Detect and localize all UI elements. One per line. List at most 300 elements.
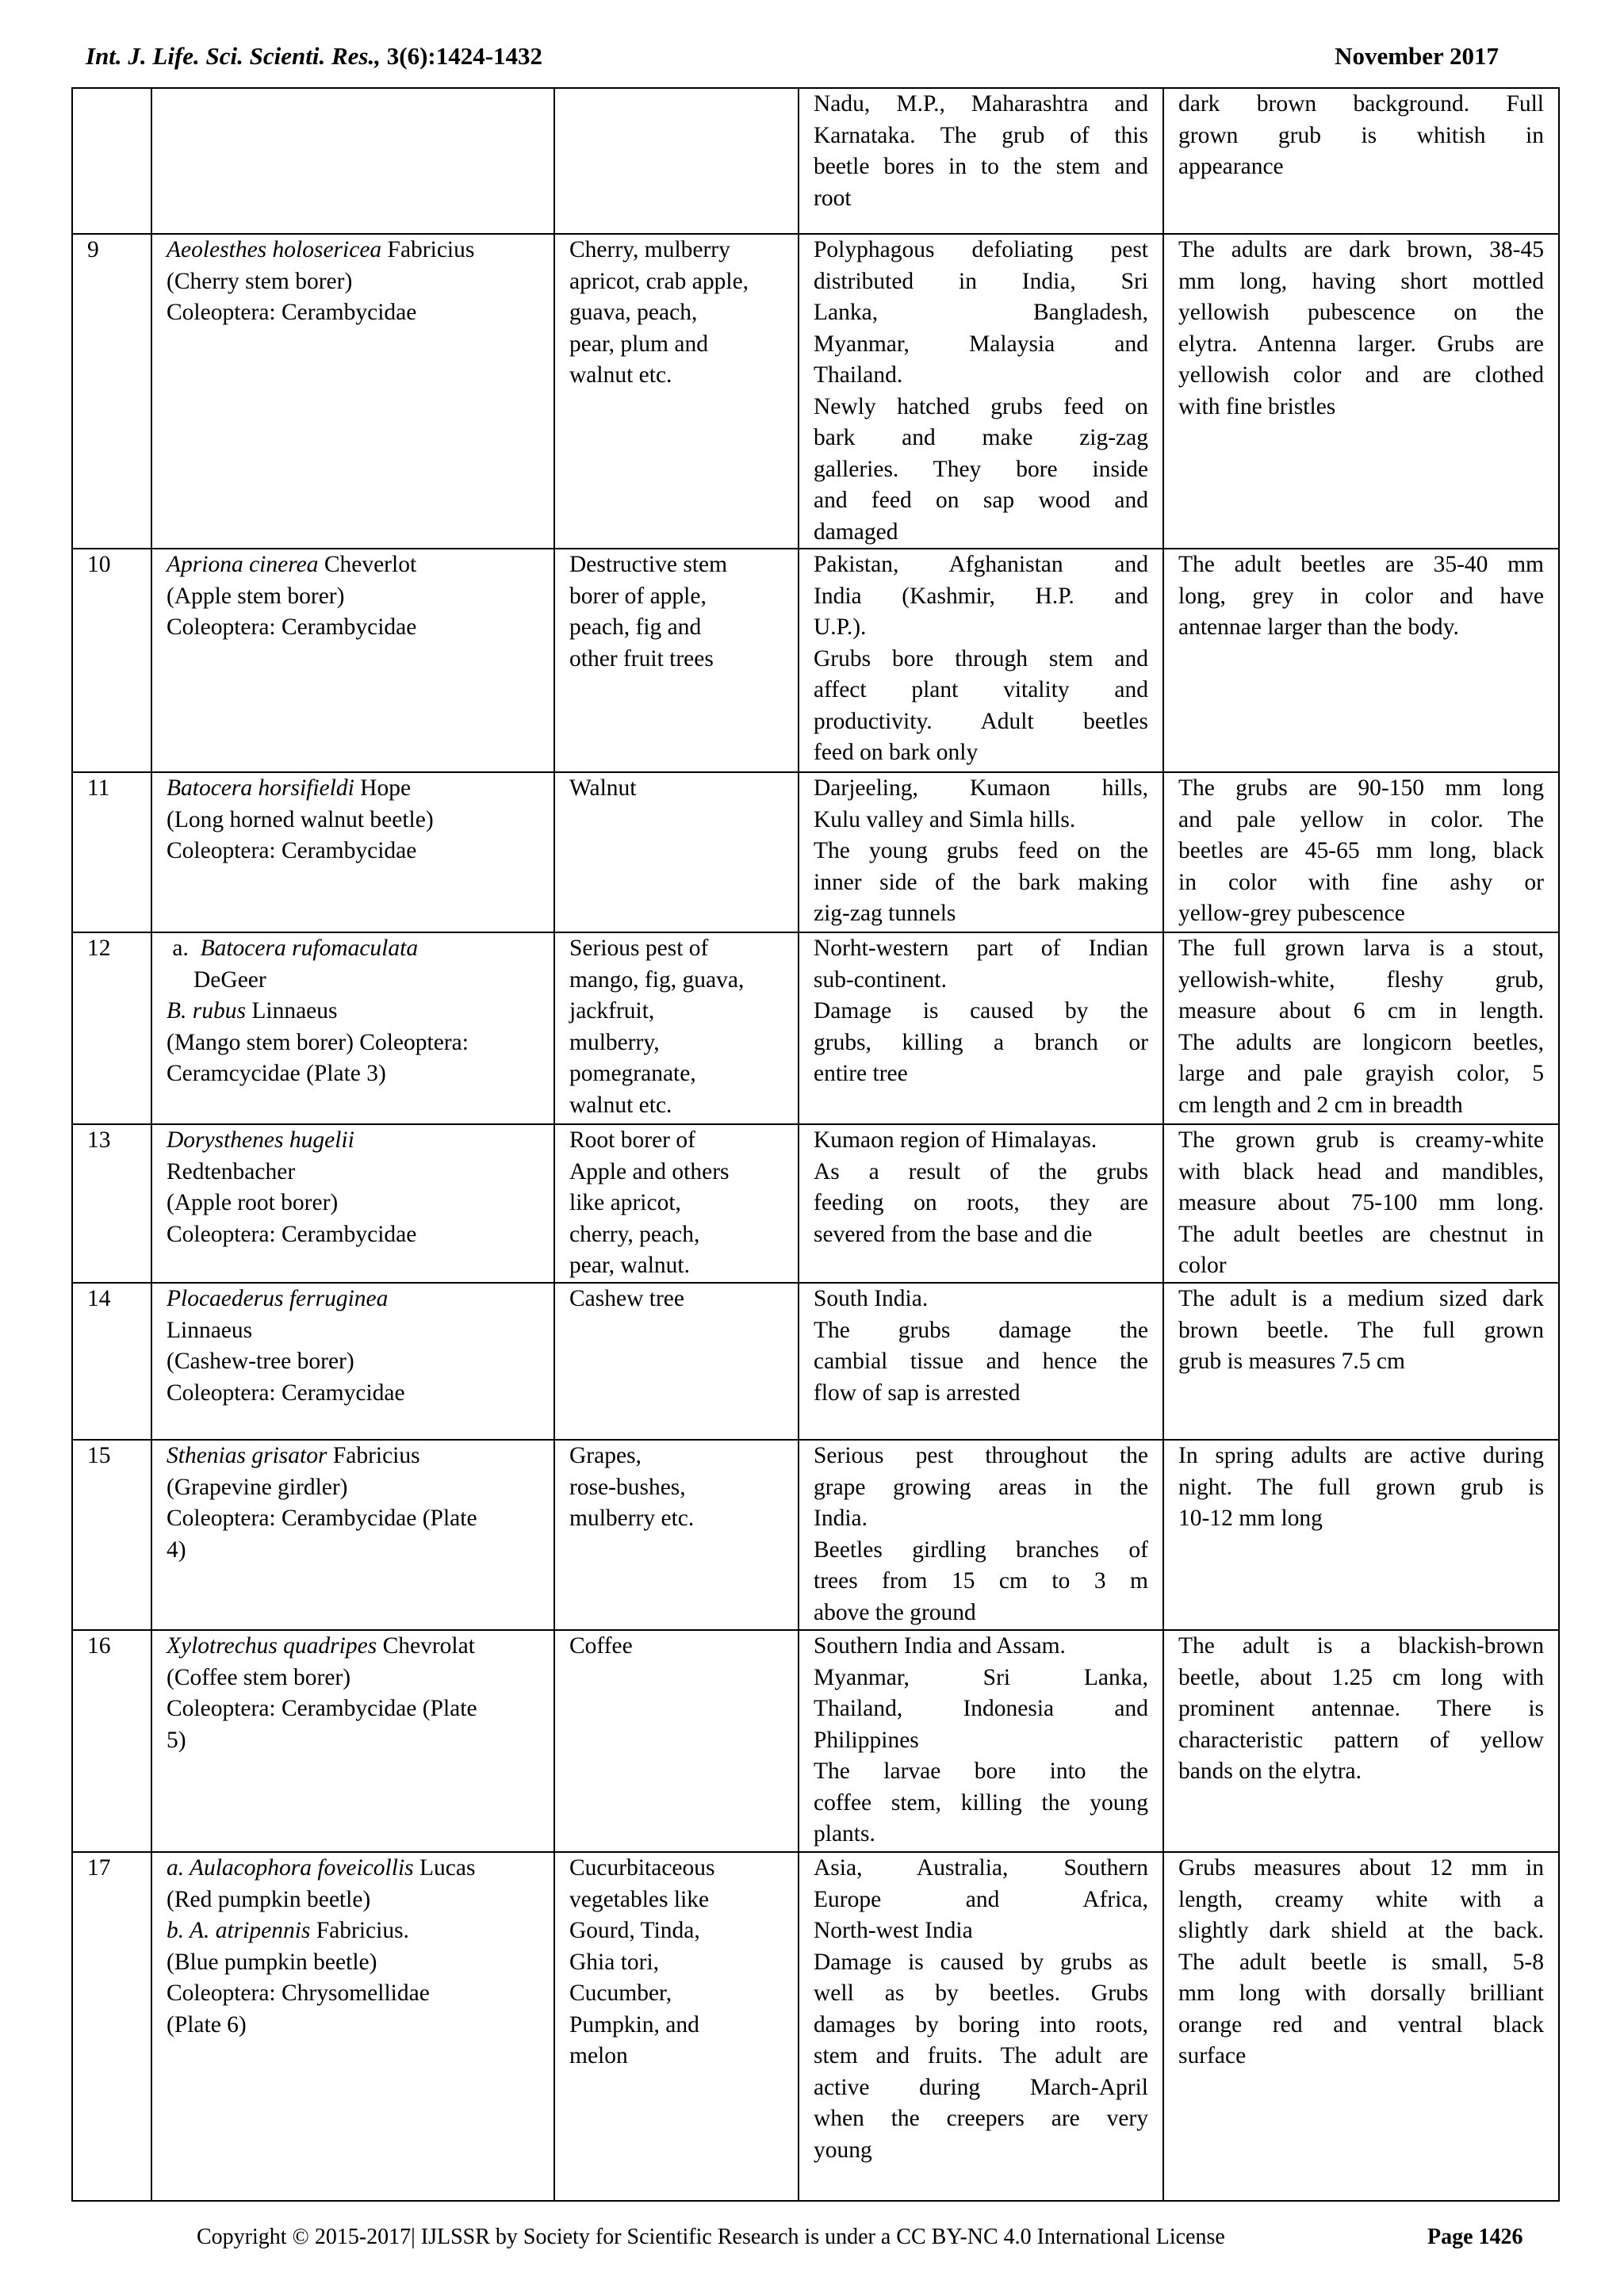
table-row [72, 549, 1559, 772]
distribution-line: zig-zag tunnels [814, 901, 956, 926]
pest-name-text: (Plate 6) [167, 2011, 247, 2038]
pest-name-line [167, 1915, 539, 1947]
description-cell [1163, 1630, 1559, 1852]
distribution-line: entire tree [814, 1061, 908, 1086]
description-cell [1163, 1283, 1559, 1440]
distribution-line: Thailand, Indonesia and [814, 1696, 1148, 1721]
description-line: The grown grub is creamy-white [1178, 1127, 1544, 1153]
pest-name-line [167, 965, 539, 997]
description-line: yellowish-white, fleshy grub, [1178, 966, 1544, 993]
host-line: Cucurbitaceous [569, 1855, 715, 1881]
host-line: Coffee [569, 1633, 633, 1659]
pest-name-text: (Blue pumpkin beetle) [167, 1949, 377, 1975]
distribution-line: coffee stem, killing the young [814, 1789, 1148, 1816]
host-line: Destructive stem [569, 552, 728, 577]
description-line: brown beetle. The full grown [1178, 1317, 1544, 1343]
distribution-line: Serious pest throughout the [814, 1443, 1148, 1468]
distribution-line: active during March-April [814, 2074, 1148, 2100]
pest-name-line [167, 1378, 539, 1410]
description-line: yellow-grey pubescence [1178, 901, 1405, 926]
description-line: beetle, about 1.25 cm long with [1178, 1664, 1544, 1690]
pest-name-text: Hope [354, 775, 412, 801]
description-line: large and pale grayish color, 5 [1178, 1061, 1544, 1086]
pest-name-line [167, 1346, 539, 1378]
running-header-date: November 2017 [1335, 42, 1499, 70]
description-line: The full grown larva is a stout, [1178, 936, 1544, 961]
distribution-line: Myanmar, Sri Lanka, [814, 1664, 1148, 1690]
serial-number-cell [72, 1283, 151, 1440]
pest-name-text: Coleoptera: Cerambycidae (Plate [167, 1696, 477, 1721]
distribution-damage-cell [799, 1283, 1163, 1440]
distribution-line: U.P.). [814, 614, 867, 640]
host-line: Pumpkin, and [569, 2011, 699, 2038]
distribution-line: Damage is caused by grubs as [814, 1949, 1148, 1975]
distribution-line: Philippines [814, 1727, 919, 1753]
pest-name-text: (Cashew-tree borer) [167, 1349, 354, 1374]
page-footer [0, 2220, 1624, 2255]
description-line: 10-12 mm long [1178, 1506, 1323, 1531]
serial-number: 14 [87, 1286, 111, 1311]
host-line: Cucumber, [569, 1980, 672, 2006]
pest-name-text: Coleoptera: Cerambycidae [167, 1221, 417, 1247]
serial-number: 12 [87, 936, 111, 961]
description-line: grub is measures 7.5 cm [1178, 1349, 1405, 1374]
host-plants-cell [554, 772, 799, 932]
distribution-line: Pakistan, Afghanistan and [814, 552, 1148, 577]
host-line: jackfruit, [569, 998, 655, 1024]
host-plants-cell [554, 549, 799, 772]
pest-name-cell [151, 549, 554, 772]
scientific-name: Batocera horsifieldi [167, 775, 354, 801]
host-plants-cell [554, 1852, 799, 2201]
distribution-line: Asia, Australia, Southern [814, 1855, 1148, 1881]
pest-name-line [167, 2010, 539, 2042]
description-line: elytra. Antenna larger. Grubs are [1178, 331, 1544, 357]
distribution-line: stem and fruits. The adult are [814, 2043, 1148, 2068]
description-line: beetles are 45-65 mm long, black [1178, 838, 1544, 863]
distribution-line: The grubs damage the [814, 1317, 1148, 1343]
pest-name-text: Fabricius. [310, 1918, 409, 1943]
description-line: The adult beetle is small, 5-8 [1178, 1949, 1544, 1975]
serial-number: 13 [87, 1127, 111, 1153]
description-line: Grubs measures about 12 mm in [1178, 1855, 1544, 1881]
description-line: cm length and 2 cm in breadth [1178, 1092, 1463, 1118]
distribution-damage-cell [799, 234, 1163, 549]
distribution-line: bark and make zig-zag [814, 425, 1148, 450]
pest-name-line [167, 1441, 539, 1472]
pest-name-line [167, 773, 539, 805]
host-line: peach, fig and [569, 614, 702, 640]
table-row [72, 1630, 1559, 1852]
host-line: mango, fig, guava, [569, 966, 745, 993]
distribution-line: root [814, 185, 852, 211]
serial-number-cell [72, 1440, 151, 1630]
pest-name-text: (Coffee stem borer) [167, 1664, 351, 1690]
host-line: Serious pest of [569, 936, 709, 961]
serial-number: 11 [87, 775, 110, 801]
pest-name-cell [151, 1852, 554, 2201]
pest-name-line [167, 996, 539, 1027]
pest-name-line [167, 1027, 539, 1059]
description-line: long, grey in color and have [1178, 583, 1544, 609]
pest-name-line [167, 1284, 539, 1315]
pest-name-cell [151, 1124, 554, 1283]
pest-name-text: (Cherry stem borer) [167, 268, 353, 294]
scientific-name: Dorysthenes hugelii [167, 1127, 354, 1153]
description-cell [1163, 1852, 1559, 2201]
host-line: borer of apple, [569, 583, 707, 609]
table-row [72, 1124, 1559, 1283]
distribution-line: damaged [814, 519, 898, 545]
serial-number: 15 [87, 1443, 111, 1468]
pest-name-cell [151, 772, 554, 932]
distribution-line: Grubs bore through stem and [814, 645, 1148, 672]
distribution-line: Thailand. [814, 362, 903, 388]
scientific-name: Sthenias grisator [167, 1443, 327, 1468]
distribution-damage-cell [799, 549, 1163, 772]
pest-name-text: 4) [167, 1536, 186, 1563]
host-plants-cell [554, 1283, 799, 1440]
host-line: guava, peach, [569, 300, 698, 325]
description-cell [1163, 1440, 1559, 1630]
description-cell [1163, 772, 1559, 932]
description-line: slightly dark shield at the back. [1178, 1918, 1544, 1943]
distribution-line: Newly hatched grubs feed on [814, 393, 1148, 419]
pest-name-text: Linnaeus [167, 1317, 253, 1343]
distribution-damage-cell [799, 1440, 1163, 1630]
pest-name-line [167, 297, 539, 329]
pest-name-line [167, 581, 539, 613]
distribution-line: Europe and Africa, [814, 1886, 1148, 1912]
pest-name-line [167, 1725, 539, 1757]
description-line: The adult beetles are 35-40 mm [1178, 552, 1544, 577]
host-plants-cell [554, 1440, 799, 1630]
description-line: The adult beetles are chestnut in [1178, 1221, 1544, 1247]
distribution-damage-cell [799, 932, 1163, 1124]
pest-name-line [167, 1472, 539, 1504]
serial-number: 17 [87, 1855, 111, 1881]
host-line: melon [569, 2043, 628, 2068]
distribution-line: Karnataka. The grub of this [814, 122, 1148, 148]
pest-name-line [167, 1188, 539, 1219]
distribution-line: Kulu valley and Simla hills. [814, 806, 1076, 832]
serial-number: 16 [87, 1633, 111, 1659]
pest-name-text: Fabricius [327, 1443, 420, 1468]
description-line: color [1178, 1253, 1227, 1278]
host-line: pear, plum and [569, 331, 708, 357]
distribution-line: Lanka, Bangladesh, [814, 300, 1148, 325]
distribution-line: productivity. Adult beetles [814, 708, 1148, 734]
pest-name-cell [151, 1440, 554, 1630]
description-line: mm long with dorsally brilliant [1178, 1980, 1544, 2006]
host-plants-cell [554, 1630, 799, 1852]
description-line: antennae larger than the body. [1178, 614, 1459, 640]
distribution-line: galleries. They bore inside [814, 456, 1148, 482]
table-row [72, 932, 1559, 1124]
pest-name-line [167, 1853, 539, 1885]
description-cell [1163, 234, 1559, 549]
pest-name-line [167, 549, 539, 581]
pest-name-cell [151, 1283, 554, 1440]
serial-number: 10 [87, 552, 111, 577]
scientific-name: Apriona cinerea [167, 552, 319, 577]
description-line: with fine bristles [1178, 393, 1336, 419]
distribution-damage-cell [799, 772, 1163, 932]
description-line: with black head and mandibles, [1178, 1158, 1544, 1184]
distribution-line: sub-continent. [814, 966, 947, 993]
pest-name-text: (Apple stem borer) [167, 583, 345, 609]
description-line: yellowish color and are clothed [1178, 362, 1544, 388]
host-line: apricot, crab apple, [569, 268, 749, 294]
pest-name-text: Coleoptera: Cerambycidae [167, 614, 417, 640]
description-line: The adult is a medium sized dark [1178, 1286, 1544, 1311]
host-line: vegetables like [569, 1886, 710, 1912]
distribution-line: The larvae bore into the [814, 1758, 1148, 1784]
description-line: length, creamy white with a [1178, 1886, 1544, 1912]
scientific-name: Xylotrechus quadripes [167, 1633, 377, 1659]
serial-number: 9 [87, 237, 99, 262]
pest-name-cell [151, 1630, 554, 1852]
host-line: like apricot, [569, 1190, 681, 1215]
page-number: Page 1426 [1427, 2225, 1523, 2249]
distribution-line: damages by boring into roots, [814, 2011, 1148, 2038]
running-header-citation [86, 36, 542, 76]
list-marker: a. [167, 936, 201, 961]
description-cell [1163, 1124, 1559, 1283]
host-line: Cashew tree [569, 1286, 684, 1311]
host-line: walnut etc. [569, 1092, 672, 1118]
host-plants-cell [554, 234, 799, 549]
description-line: prominent antennae. There is [1178, 1696, 1544, 1721]
distribution-line: Southern India and Assam. [814, 1633, 1066, 1659]
description-line: The grubs are 90-150 mm long [1178, 775, 1544, 801]
description-line: in color with fine ashy or [1178, 869, 1544, 895]
distribution-line: flow of sap is arrested [814, 1380, 1021, 1406]
description-line: The adults are longicorn beetles, [1178, 1029, 1544, 1055]
description-line: measure about 75-100 mm long. [1178, 1190, 1544, 1215]
serial-number-cell [72, 932, 151, 1124]
pest-name-cell [151, 88, 554, 234]
distribution-line: affect plant vitality and [814, 677, 1148, 702]
description-cell [1163, 549, 1559, 772]
pest-name-text: 5) [167, 1727, 186, 1753]
distribution-line: Beetles girdling branches of [814, 1536, 1148, 1563]
distribution-line: Polyphagous defoliating pest [814, 237, 1148, 262]
pest-name-text: DeGeer [193, 966, 266, 993]
pest-name-text: Linnaeus [245, 998, 338, 1024]
description-line: yellowish pubescence on the [1178, 300, 1544, 325]
pest-name-text: (Apple root borer) [167, 1190, 339, 1215]
distribution-line: distributed in India, Sri [814, 268, 1148, 294]
serial-number-cell [72, 234, 151, 549]
distribution-damage-cell [799, 88, 1163, 234]
distribution-line: above the ground [814, 1599, 976, 1625]
scientific-name: Plocaederus ferruginea [167, 1286, 389, 1311]
serial-number-cell [72, 772, 151, 932]
description-line: The adult is a blackish-brown [1178, 1633, 1544, 1659]
pest-name-line [167, 805, 539, 836]
pest-name-text: Coleoptera: Cerambycidae (Plate [167, 1506, 477, 1531]
description-line: dark brown background. Full [1178, 91, 1544, 117]
distribution-damage-cell [799, 1630, 1163, 1852]
host-plants-cell [554, 1124, 799, 1283]
distribution-damage-cell [799, 1852, 1163, 2201]
distribution-line: Norht-western part of Indian [814, 936, 1148, 961]
scientific-name: B. rubus [167, 998, 246, 1024]
pest-name-text: Lucas [413, 1855, 476, 1881]
host-line: Walnut [569, 775, 637, 801]
host-plants-cell [554, 88, 799, 234]
host-line: Cherry, mulberry [569, 237, 730, 262]
description-line: The adults are dark brown, 38-45 [1178, 237, 1544, 262]
distribution-line: Darjeeling, Kumaon hills, [814, 775, 1148, 801]
pest-name-line [167, 1157, 539, 1188]
table-row [72, 234, 1559, 549]
description-cell [1163, 932, 1559, 1124]
distribution-line: feeding on roots, they are [814, 1190, 1148, 1215]
host-line: Root borer of [569, 1127, 695, 1153]
distribution-line: The young grubs feed on the [814, 838, 1148, 863]
scientific-name: b. A. atripennis [167, 1918, 311, 1943]
pest-name-text: Redtenbacher [167, 1158, 296, 1184]
pest-name-text: Cheverlot [318, 552, 417, 577]
description-line: characteristic pattern of yellow [1178, 1727, 1544, 1753]
description-line: measure about 6 cm in length. [1178, 998, 1544, 1024]
description-line: appearance [1178, 154, 1284, 179]
pest-name-text: Chevrolat [377, 1633, 475, 1659]
distribution-line: severed from the base and die [814, 1221, 1093, 1247]
scientific-name: Batocera rufomaculata [200, 936, 419, 961]
distribution-line: trees from 15 cm to 3 m [814, 1568, 1148, 1594]
distribution-line: Nadu, M.P., Maharashtra and [814, 91, 1148, 117]
host-line: pomegranate, [569, 1061, 696, 1086]
pest-name-line [167, 235, 539, 266]
table-row [72, 88, 1559, 234]
pest-name-line [167, 1315, 539, 1347]
description-line: bands on the elytra. [1178, 1758, 1362, 1784]
host-line: mulberry etc. [569, 1506, 695, 1531]
distribution-line: Kumaon region of Himalayas. [814, 1127, 1097, 1153]
distribution-line: Damage is caused by the [814, 998, 1148, 1024]
distribution-line: plants. [814, 1821, 875, 1846]
description-line: orange red and ventral black [1178, 2011, 1544, 2038]
distribution-line: feed on bark only [814, 740, 979, 765]
description-line: mm long, having short mottled [1178, 268, 1544, 294]
host-line: Ghia tori, [569, 1949, 660, 1975]
pest-table [71, 87, 1560, 2202]
description-line: night. The full grown grub is [1178, 1474, 1544, 1500]
scientific-name: Aeolesthes holosericea [167, 237, 382, 262]
distribution-damage-cell [799, 1124, 1163, 1283]
distribution-line: India (Kashmir, H.P. and [814, 583, 1148, 609]
distribution-line: young [814, 2137, 872, 2163]
pest-name-line [167, 933, 539, 965]
distribution-line: grubs, killing a branch or [814, 1029, 1148, 1055]
host-line: other fruit trees [569, 645, 714, 672]
pest-name-line [167, 1693, 539, 1725]
table-row [72, 1283, 1559, 1440]
pest-table-body [72, 88, 1559, 2201]
pest-name-text: (Grapevine girdler) [167, 1474, 348, 1500]
pest-name-line [167, 1947, 539, 1979]
table-row [72, 1852, 1559, 2201]
host-line: Gourd, Tinda, [569, 1918, 700, 1943]
pest-name-line [167, 1535, 539, 1567]
pest-name-text: (Mango stem borer) Coleoptera: [167, 1029, 469, 1055]
pest-name-text: (Red pumpkin beetle) [167, 1886, 371, 1912]
description-line: In spring adults are active during [1178, 1443, 1544, 1468]
host-line: Apple and others [569, 1158, 730, 1184]
host-line: mulberry, [569, 1029, 660, 1055]
distribution-line: well as by beetles. Grubs [814, 1980, 1148, 2006]
journal-volume: 3(6):1424-1432 [381, 42, 543, 70]
host-line: Grapes, [569, 1443, 642, 1468]
journal-name: Int. J. Life. Sci. Scienti. Res., [86, 42, 381, 70]
pest-name-line [167, 1503, 539, 1535]
pest-name-text: Coleoptera: Chrysomellidae [167, 1980, 430, 2006]
pest-name-text: Coleoptera: Cerambycidae [167, 838, 417, 863]
pest-name-line [167, 1885, 539, 1916]
pest-name-line [167, 1631, 539, 1663]
pest-name-cell [151, 932, 554, 1124]
serial-number-cell [72, 549, 151, 772]
description-line: surface [1178, 2043, 1247, 2068]
distribution-line: grape growing areas in the [814, 1474, 1148, 1500]
pest-name-text: Ceramcycidae (Plate 3) [167, 1061, 386, 1086]
copyright-notice: Copyright © 2015-2017| IJLSSR by Society for Scientific Research is under a CC BY-NC 4.0 International License [197, 2225, 1225, 2249]
description-line: grown grub is whitish in [1178, 122, 1544, 148]
distribution-line: North-west India [814, 1918, 973, 1943]
distribution-line: Myanmar, Malaysia and [814, 331, 1148, 357]
distribution-line: As a result of the grubs [814, 1158, 1148, 1184]
pest-name-line [167, 1125, 539, 1157]
pest-name-text: Coleoptera: Cerambycidae [167, 300, 417, 325]
pest-name-text: (Long horned walnut beetle) [167, 806, 434, 832]
distribution-line: South India. [814, 1286, 929, 1311]
distribution-line: cambial tissue and hence the [814, 1349, 1148, 1374]
host-plants-cell [554, 932, 799, 1124]
host-line: rose-bushes, [569, 1474, 686, 1500]
host-line: pear, walnut. [569, 1253, 690, 1278]
serial-number-cell [72, 1630, 151, 1852]
host-line: walnut etc. [569, 362, 672, 388]
pest-name-line [167, 612, 539, 644]
table-row [72, 1440, 1559, 1630]
host-line: cherry, peach, [569, 1221, 700, 1247]
table-row [72, 772, 1559, 932]
distribution-line: when the creepers are very [814, 2106, 1148, 2131]
serial-number-cell [72, 1852, 151, 2201]
distribution-line: India. [814, 1506, 868, 1531]
description-line: and pale yellow in color. The [1178, 806, 1544, 832]
distribution-line: inner side of the bark making [814, 869, 1148, 895]
pest-name-line [167, 836, 539, 867]
pest-name-line [167, 1058, 539, 1090]
distribution-line: and feed on sap wood and [814, 488, 1148, 513]
serial-number-cell [72, 1124, 151, 1283]
pest-name-line [167, 266, 539, 298]
pest-name-line [167, 1663, 539, 1694]
description-cell [1163, 88, 1559, 234]
scientific-name: a. Aulacophora foveicollis [167, 1855, 414, 1881]
pest-name-text: Coleoptera: Ceramycidae [167, 1380, 405, 1406]
serial-number-cell [72, 88, 151, 234]
distribution-line: beetle bores in to the stem and [814, 154, 1148, 179]
pest-name-line [167, 1978, 539, 2010]
pest-name-text: Fabricius [381, 237, 475, 262]
pest-name-cell [151, 234, 554, 549]
pest-name-line [167, 1219, 539, 1251]
